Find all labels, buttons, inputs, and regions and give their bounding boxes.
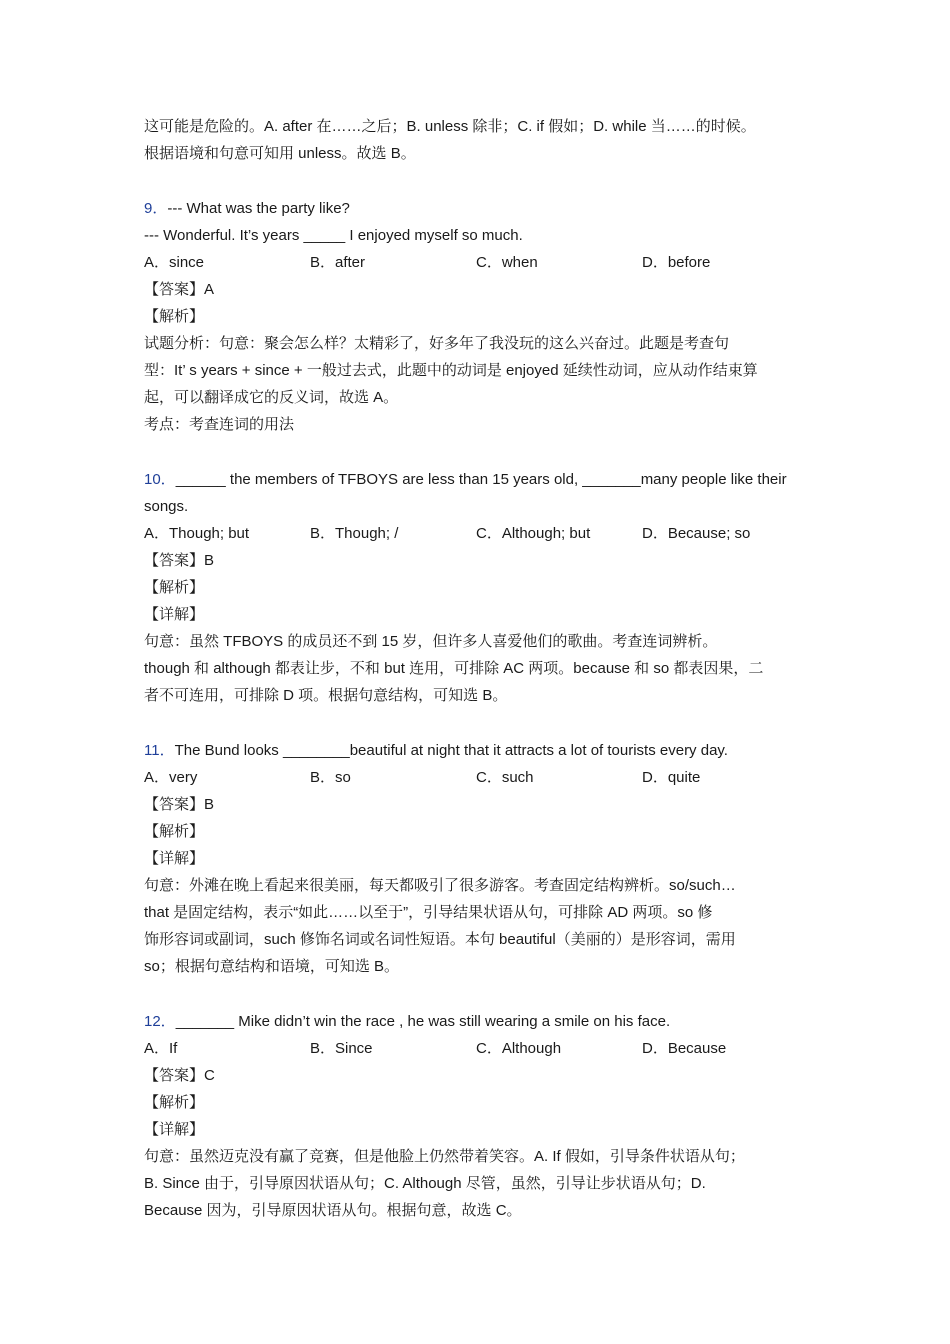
option-c: C．Although; but: [476, 525, 591, 542]
analysis-line-4: 考点：考查连词的用法: [144, 416, 295, 433]
options-row: [144, 249, 809, 276]
question-stem: [144, 466, 809, 493]
answer-line: 【答案】A: [144, 281, 215, 298]
detail-line-1: 句意：外滩在晚上看起来很美丽，每天都吸引了很多游客。考查固定结构辨析。so/such…: [144, 877, 736, 894]
question-text: _______ Mike didn’t win the race , he was still wearing a smile on his face.: [175, 1013, 671, 1030]
question-text: --- What was the party like?: [167, 200, 350, 217]
question-text-2: songs.: [144, 498, 189, 515]
analysis-line-2: 型：It’ s years + since + 一般过去式，此题中的动词是 enjoyed 延续性动词，应从动作结束算: [144, 362, 758, 379]
analysis-heading: 【解析】: [144, 579, 205, 596]
option-b: B．so: [310, 769, 351, 786]
question-number: 12．: [144, 1013, 176, 1030]
question-11: [144, 737, 809, 980]
analysis-line-3: 起，可以翻译成它的反义词，故选 A。: [144, 389, 399, 406]
option-b: B．Since: [310, 1040, 373, 1057]
intro-line-1: 这可能是危险的。A. after 在……之后；B. unless 除非；C. if 假如；D. while 当……的时候。: [144, 118, 756, 135]
option-d: D．before: [642, 254, 711, 271]
detail-line-1: 句意：虽然迈克没有赢了竞赛，但是他脸上仍然带着笑容。A. If 假如，引导条件状语从句；: [144, 1148, 745, 1165]
option-a: A．very: [144, 769, 198, 786]
question-text-2: --- Wonderful. It’s years _____ I enjoyed myself so much.: [144, 227, 523, 244]
option-b: B．Though; /: [310, 525, 399, 542]
option-a: A．Though; but: [144, 525, 250, 542]
answer-line: 【答案】B: [144, 552, 215, 569]
option-c: C．such: [476, 769, 534, 786]
option-c: C．when: [476, 254, 538, 271]
question-number: 10．: [144, 471, 176, 488]
detail-line-3: Because 因为，引导原因状语从句。根据句意，故选 C。: [144, 1202, 522, 1219]
options-row: [144, 520, 809, 547]
answer-line: 【答案】B: [144, 796, 215, 813]
option-c: C．Although: [476, 1040, 562, 1057]
question-number: 11．: [144, 742, 175, 759]
analysis-heading: 【解析】: [144, 823, 205, 840]
intro-line-2: 根据语境和句意可知用 unless。故选 B。: [144, 145, 416, 162]
options-row: [144, 1035, 809, 1062]
detail-line-2: that 是固定结构，表示“如此……以至于”，引导结果状语从句，可排除 AD 两项。so 修: [144, 904, 713, 921]
detail-heading: 【详解】: [144, 1121, 205, 1138]
question-12: [144, 1008, 809, 1224]
options-row: [144, 764, 809, 791]
answer-line: 【答案】C: [144, 1067, 215, 1084]
question-stem: [144, 1008, 809, 1035]
question-text: The Bund looks ________beautiful at night that it attracts a lot of tourists every day.: [174, 742, 728, 759]
question-9: [144, 195, 809, 438]
detail-line-1: 句意：虽然 TFBOYS 的成员还不到 15 岁，但许多人喜爱他们的歌曲。考查连词辨析。: [144, 633, 718, 650]
detail-line-2: though 和 although 都表让步，不和 but 连用，可排除 AC 两项。because 和 so 都表因果，二: [144, 660, 764, 677]
detail-line-4: so；根据句意结构和语境，可知选 B。: [144, 958, 400, 975]
question-stem: [144, 737, 809, 764]
detail-line-3: 饰形容词或副词，such 修饰名词或名词性短语。本句 beautiful（美丽的）是形容词，需用: [144, 931, 736, 948]
question-text: ______ the members of TFBOYS are less than 15 years old, _______many people like their: [175, 471, 787, 488]
option-d: D．Because; so: [642, 525, 751, 542]
document-page: [144, 113, 809, 1224]
intro-explanation: [144, 113, 809, 167]
analysis-heading: 【解析】: [144, 308, 205, 325]
option-d: D．quite: [642, 769, 701, 786]
detail-line-2: B. Since 由于，引导原因状语从句；C. Although 尽管，虽然，引导让步状语从句；D.: [144, 1175, 706, 1192]
option-d: D．Because: [642, 1040, 727, 1057]
detail-heading: 【详解】: [144, 606, 205, 623]
question-10: [144, 466, 809, 709]
detail-heading: 【详解】: [144, 850, 205, 867]
option-a: A．since: [144, 254, 205, 271]
question-stem: [144, 195, 809, 222]
analysis-heading: 【解析】: [144, 1094, 205, 1111]
question-number: 9．: [144, 200, 168, 217]
detail-line-3: 者不可连用，可排除 D 项。根据句意结构，可知选 B。: [144, 687, 508, 704]
option-a: A．If: [144, 1040, 178, 1057]
option-b: B．after: [310, 254, 366, 271]
analysis-line-1: 试题分析：句意：聚会怎么样？太精彩了，好多年了我没玩的这么兴奋过。此题是考查句: [144, 335, 730, 352]
